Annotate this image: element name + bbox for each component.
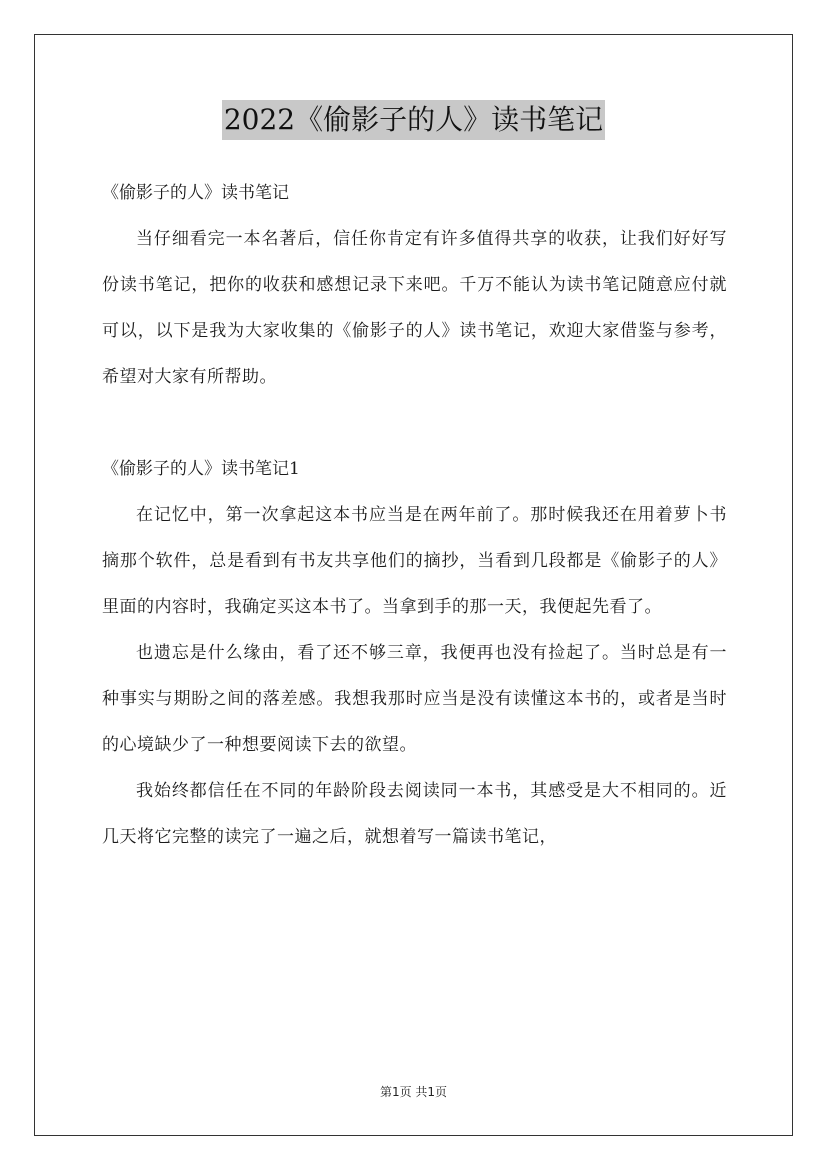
body-paragraph-1: 在记忆中，第一次拿起这本书应当是在两年前了。那时候我还在用着萝卜书摘那个软件，总是看到有书友共享他们的摘抄，当看到几段都是《偷影子的人》里面的内容时，我确定买这本书了。当拿到手的那一天，我便起先看了。 (102, 505, 727, 617)
page-footer: 第1页 共1页 (379, 1085, 448, 1099)
body-paragraph-2: 也遗忘是什么缘由，看了还不够三章，我便再也没有捡起了。当时总是有一种事实与期盼之间的落差感。我想我那时应当是没有读懂这本书的，或者是当时的心境缺少了一种想要阅读下去的欲望。 (102, 643, 727, 755)
body-paragraph-3: 我始终都信任在不同的年龄阶段去阅读同一本书，其感受是大不相同的。近几天将它完整的读完了一遍之后，就想着写一篇读书笔记， (102, 781, 727, 847)
section-heading: 《偷影子的人》读书笔记1 (102, 459, 300, 479)
document-title: 2022《偷影子的人》读书笔记 (222, 100, 605, 140)
title-container (0, 100, 827, 140)
intro-heading: 《偷影子的人》读书笔记 (102, 183, 289, 203)
section-spacer (102, 400, 727, 446)
document-body (102, 170, 727, 860)
intro-paragraph: 当仔细看完一本名著后，信任你肯定有许多值得共享的收获，让我们好好写份读书笔记，把你的收获和感想记录下来吧。千万不能认为读书笔记随意应付就可以，以下是我为大家收集的《偷影子的人》读书笔记，欢迎大家借鉴与参考，希望对大家有所帮助。 (102, 229, 727, 387)
